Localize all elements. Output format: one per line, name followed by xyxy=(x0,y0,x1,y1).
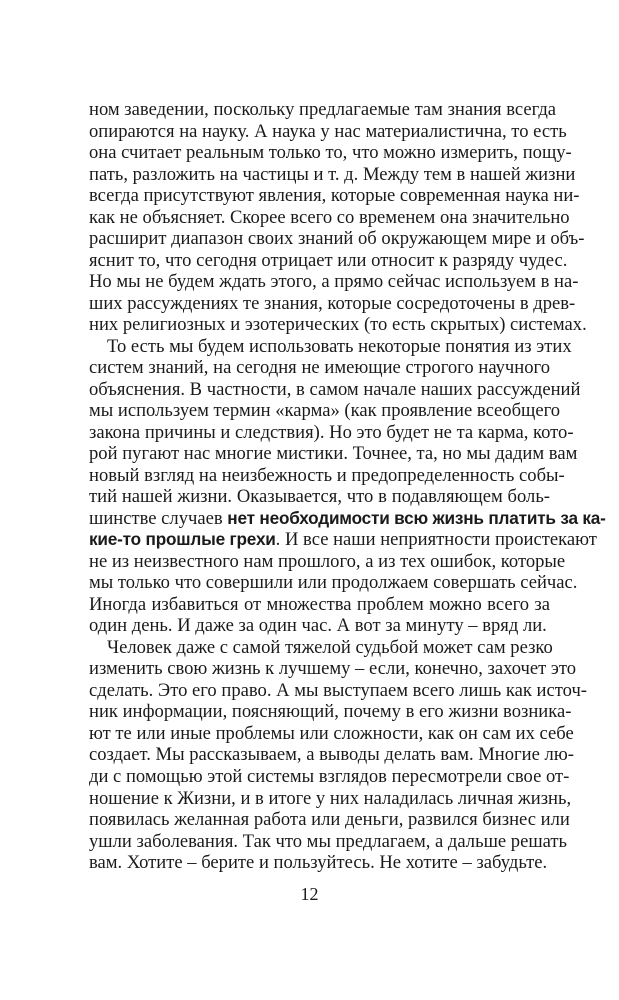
text-line: мы только что совершили или продолжаем совершать сейчас. xyxy=(89,572,578,594)
text-line: них религиозных и эзотерических (то есть скрытых) системах. xyxy=(89,314,587,336)
text-line: опираются на науку. А наука у нас материалистична, то есть xyxy=(89,120,567,142)
text-line: появилась желанная работа или деньги, развился бизнес или xyxy=(89,809,570,830)
text-line: ди с помощью этой системы взглядов пересмотрели свое от- xyxy=(89,765,570,787)
text-line: ют те или иные проблемы или сложности, как он сам их себе xyxy=(89,722,574,744)
text-line: Но мы не будем ждать этого, а прямо сейчас используем в на- xyxy=(89,271,579,293)
text-line: ушли заболевания. Так что мы предлагаем, а дальше решать xyxy=(89,830,568,852)
text-line: Человек даже с самой тяжелой судьбой может сам резко xyxy=(107,636,553,658)
text-line: тий нашей жизни. Оказывается, что в подавляющем боль- xyxy=(89,486,550,508)
text-line: создает. Мы рассказываем, а выводы делать вам. Многие лю- xyxy=(89,744,574,766)
text-line: один день. И даже за один час. А вот за минуту – вряд ли. xyxy=(89,615,547,637)
text-line: сделать. Это его право. А мы выступаем всего лишь как источ- xyxy=(89,679,587,701)
emphasis-text: кие-то прошлые грехи xyxy=(89,529,276,550)
text-segment: шинстве случаев xyxy=(89,507,228,529)
text-line: ших рассуждениях те знания, которые сосредоточены в древ- xyxy=(89,292,576,314)
text-line: объяснения. В частности, в самом начале наших рассуждений xyxy=(89,378,581,400)
text-line: закона причины и следствия). Но это будет не та карма, кото- xyxy=(89,421,574,443)
text-line: изменить свою жизнь к лучшему – если, конечно, захочет это xyxy=(89,658,577,680)
text-line: мы используем термин «карма» (как проявление всеобщего xyxy=(89,400,561,422)
text-line: яснит то, что сегодня отрицает или относит к разряду чудес. xyxy=(89,249,568,271)
text-line: ном заведении, поскольку предлагаемые там знания всегда xyxy=(89,99,557,120)
text-line-with-emphasis xyxy=(89,507,606,530)
text-line-with-emphasis xyxy=(89,529,597,551)
text-line: Иногда избавиться от множества проблем можно всего за xyxy=(89,593,550,615)
text-segment: . И все наши неприятности проистекают xyxy=(275,529,597,551)
text-line: рой пугают нас многие мистики. Точнее, та, но мы дадим вам xyxy=(89,443,578,465)
text-line: ношение к Жизни, и в итоге у них наладилась личная жизнь, xyxy=(89,787,572,809)
text-line: как не объясняет. Скорее всего со временем она значительно xyxy=(89,206,570,228)
text-line: всегда присутствуют явления, которые современная наука ни- xyxy=(89,185,580,207)
page-number: 12 xyxy=(300,884,319,904)
text-line: не из неизвестного нам прошлого, а из тех ошибок, которые xyxy=(89,550,566,572)
text-line: новый взгляд на неизбежность и предопределенность собы- xyxy=(89,464,565,486)
emphasis-text: нет необходимости всю жизнь платить за ка- xyxy=(227,507,606,528)
text-line: она считает реальным только то, что можно измерить, пощу- xyxy=(89,142,572,163)
text-line: То есть мы будем использовать некоторые понятия из этих xyxy=(107,335,572,357)
text-line: вам. Хотите – берите и пользуйтесь. Не хотите – забудьте. xyxy=(89,852,548,873)
text-line: расширит диапазон своих знаний об окружающем мире и объ- xyxy=(89,228,585,250)
text-line: систем знаний, на сегодня не имеющие строгого научного xyxy=(89,357,550,379)
text-line: пать, разложить на частицы и т. д. Между тем в нашей жизни xyxy=(89,163,576,185)
text-line: ник информации, поясняющий, почему в его жизни возника- xyxy=(89,701,572,723)
